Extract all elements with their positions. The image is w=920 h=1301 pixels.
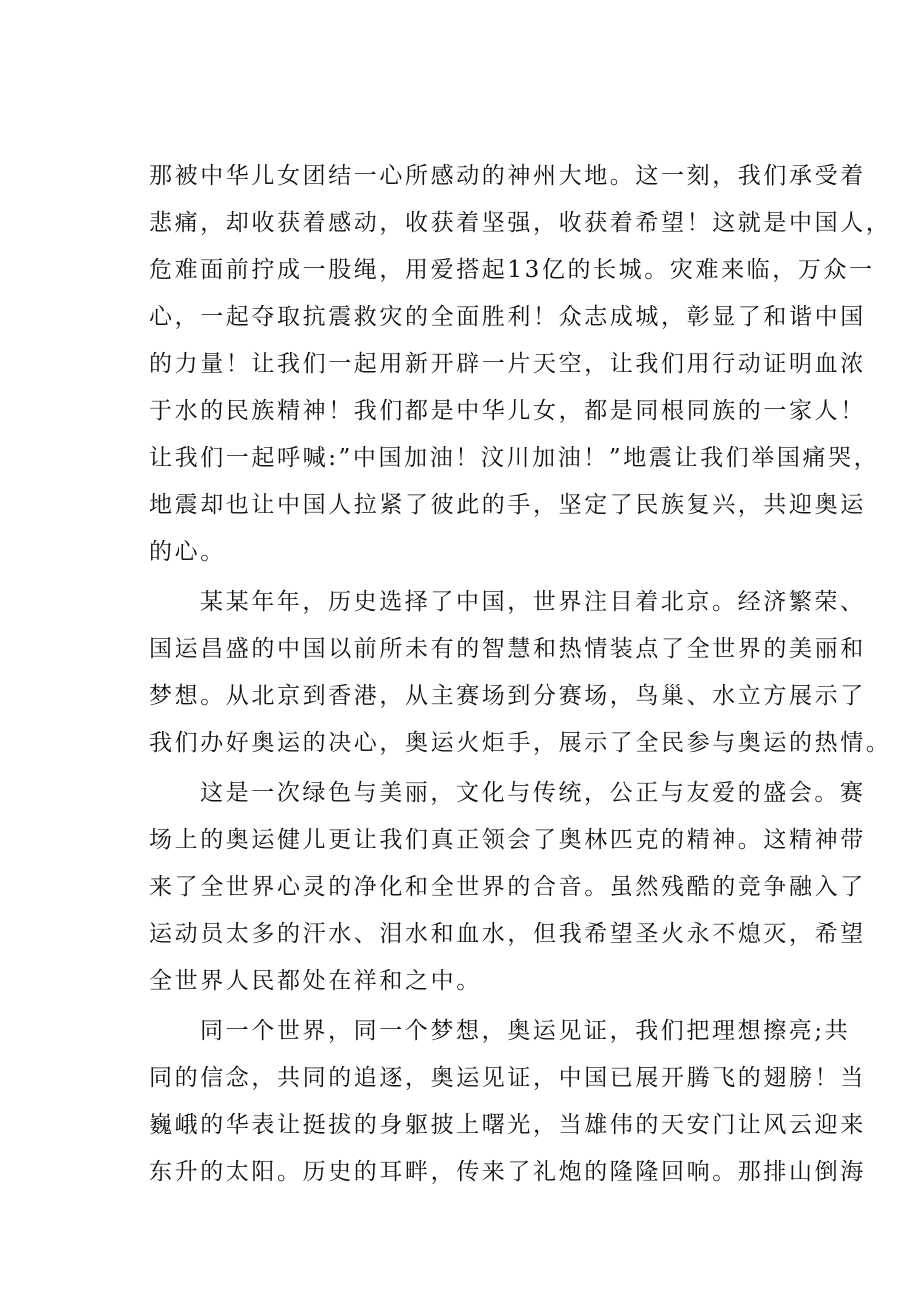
text-line: 来了全世界心灵的净化和全世界的合音。虽然残酷的竞争融入了 <box>149 874 866 900</box>
paragraph-start-line: 这是一次绿色与美丽，文化与传统，公正与友爱的盛会。赛 <box>200 780 866 806</box>
text-line: 心，一起夺取抗震救灾的全面胜利！众志成城，彰显了和谐中国 <box>149 304 866 330</box>
text-line: 巍峨的华表让挺拔的身躯披上曙光，当雄伟的天安门让风云迎来 <box>149 1112 866 1138</box>
text-line: 那被中华儿女团结一心所感动的神州大地。这一刻，我们承受着 <box>149 163 866 189</box>
text-line: 国运昌盛的中国以前所未有的智慧和热情装点了全世界的美丽和 <box>149 636 866 662</box>
text-line: 地震却也让中国人拉紧了彼此的手，坚定了民族复兴，共迎奥运 <box>149 492 866 518</box>
text-line: 运动员太多的汗水、泪水和血水，但我希望圣火永不熄灭，希望 <box>149 921 866 947</box>
paragraph-start-line: 同一个世界，同一个梦想，奥运见证，我们把理想擦亮;共 <box>200 1018 851 1044</box>
text-line: 悲痛，却收获着感动，收获着坚强，收获着希望！这就是中国人， <box>149 210 892 236</box>
text-line: 的心。 <box>149 539 226 565</box>
text-line: 东升的太阳。历史的耳畔，传来了礼炮的隆隆回响。那排山倒海 <box>149 1159 866 1185</box>
text-line: 的力量！让我们一起用新开辟一片天空，让我们用行动证明血浓 <box>149 351 866 377</box>
text-line: 梦想。从北京到香港，从主赛场到分赛场，鸟巢、水立方展示了 <box>149 683 866 709</box>
paragraph-start-line: 某某年年，历史选择了中国，世界注目着北京。经济繁荣、 <box>200 589 866 615</box>
text-line: 我们办好奥运的决心，奥运火炬手，展示了全民参与奥运的热情。 <box>149 730 892 756</box>
text-line: 让我们一起呼喊:”中国加油！汶川加油！”地震让我们举国痛哭， <box>149 445 880 471</box>
text-line: 于水的民族精神！我们都是中华儿女，都是同根同族的一家人！ <box>149 398 866 424</box>
text-line: 全世界人民都处在祥和之中。 <box>149 968 482 994</box>
text-line: 危难面前拧成一股绳，用爱搭起13亿的长城。灾难来临，万众一 <box>149 257 875 283</box>
text-line: 同的信念，共同的追逐，奥运见证，中国已展开腾飞的翅膀！当 <box>149 1065 866 1091</box>
text-line: 场上的奥运健儿更让我们真正领会了奥林匹克的精神。这精神带 <box>149 827 866 853</box>
